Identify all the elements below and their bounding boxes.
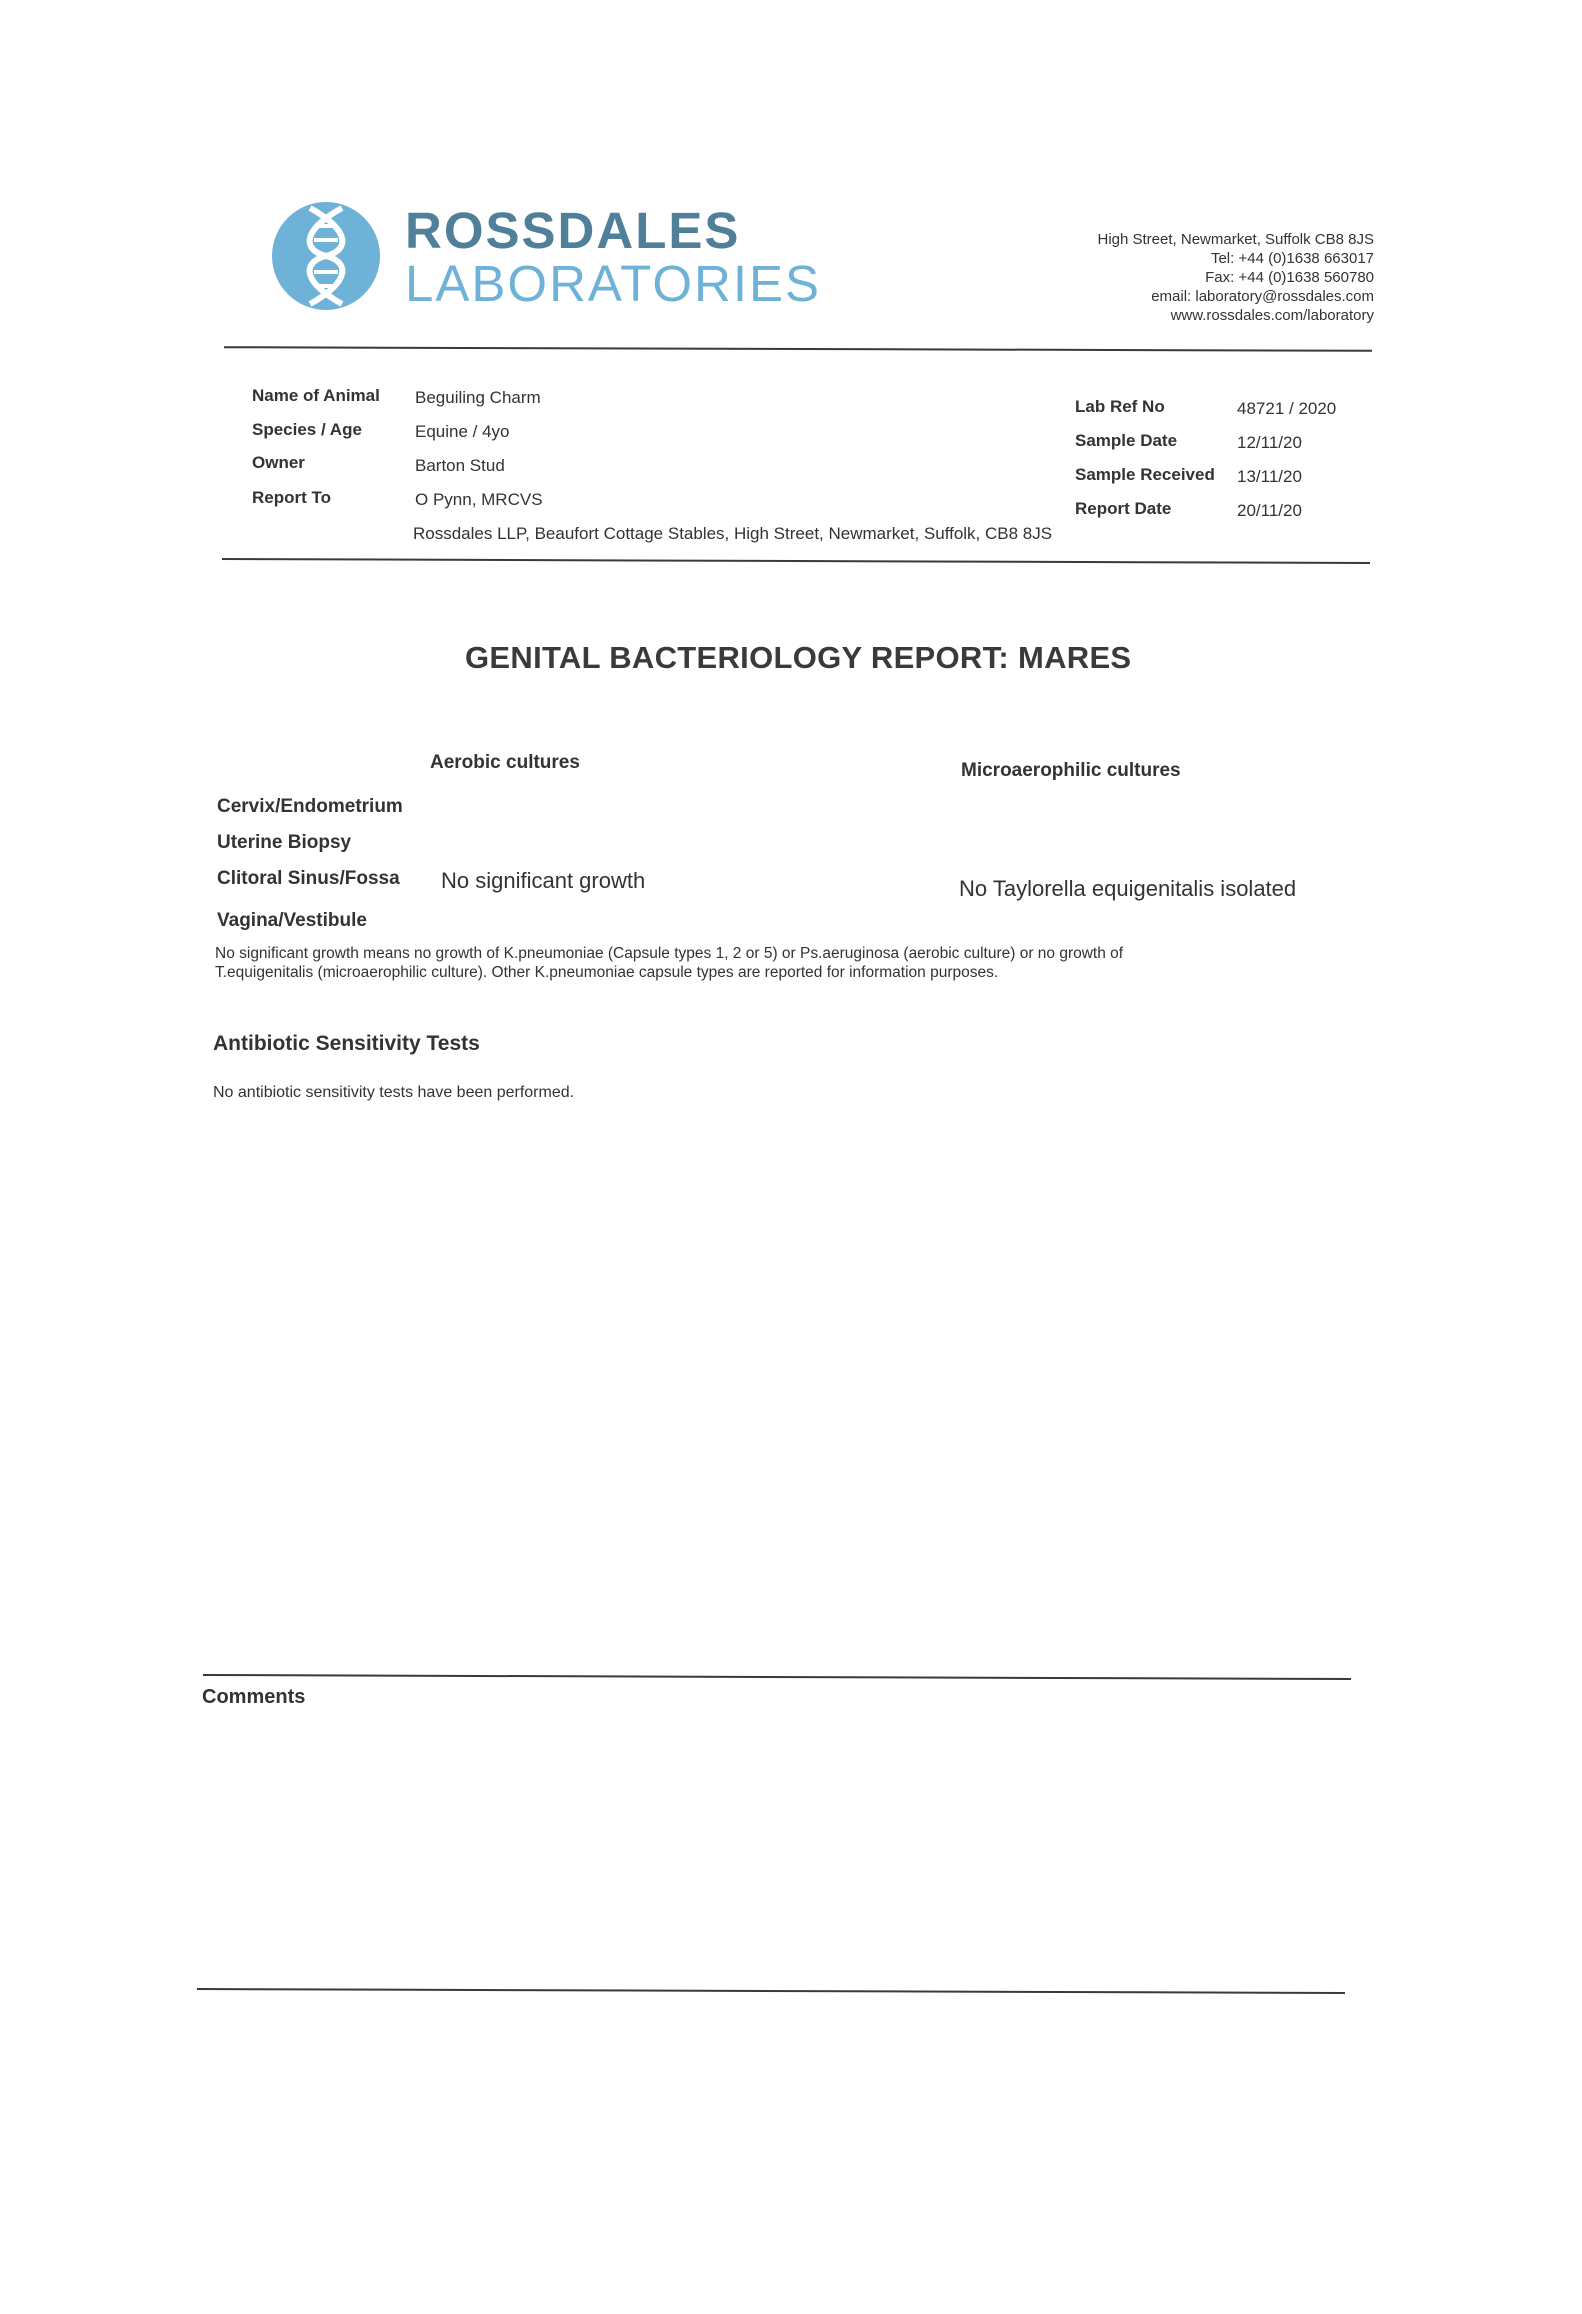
site-uterine-biopsy: Uterine Biopsy: [217, 832, 352, 853]
owner-value: Barton Stud: [415, 456, 505, 475]
sample-date-label: Sample Date: [1075, 431, 1178, 450]
contact-fax: Fax: +44 (0)1638 560780: [1205, 269, 1374, 286]
microaerophilic-heading: Microaerophilic cultures: [961, 760, 1181, 781]
report-date-label: Report Date: [1075, 499, 1172, 518]
name-label: Name of Animal: [252, 386, 380, 405]
logo-wordmark-rossdales: ROSSDALES: [405, 202, 741, 259]
contact-web: www.rossdales.com/laboratory: [1170, 307, 1374, 324]
microaerophilic-result: No Taylorella equigenitalis isolated: [959, 876, 1297, 901]
report-to-value: O Pynn, MRCVS: [415, 490, 543, 509]
lab-ref-label: Lab Ref No: [1075, 397, 1165, 416]
owner-label: Owner: [252, 453, 305, 472]
growth-note: [215, 944, 1295, 982]
contact-block: [1097, 230, 1374, 325]
species-label: Species / Age: [252, 420, 362, 439]
antibiotic-heading: Antibiotic Sensitivity Tests: [213, 1032, 480, 1055]
comments-heading: Comments: [202, 1686, 306, 1708]
sample-received-label: Sample Received: [1075, 465, 1215, 484]
site-clitoral-sinus-fossa: Clitoral Sinus/Fossa: [217, 868, 400, 889]
sample-date-value: 12/11/20: [1237, 433, 1302, 452]
report-to-label: Report To: [252, 488, 332, 507]
details-divider: [222, 558, 1370, 564]
sample-received-value: 13/11/20: [1237, 467, 1302, 486]
report-to-address: Rossdales LLP, Beaufort Cottage Stables, High Street, Newmarket, Suffolk, CB8 8JS: [413, 524, 1053, 543]
growth-note-line-2: T.equigenitalis (microaerophilic culture). Other K.pneumoniae capsule types are reported for information purposes.: [215, 964, 999, 981]
aerobic-result: No significant growth: [441, 868, 646, 893]
report-date-value: 20/11/20: [1237, 501, 1302, 520]
contact-address: High Street, Newmarket, Suffolk CB8 8JS: [1097, 231, 1374, 248]
logo-wordmark-laboratories: LABORATORIES: [405, 255, 822, 312]
contact-email: email: laboratory@rossdales.com: [1151, 288, 1374, 305]
aerobic-heading: Aerobic cultures: [430, 752, 580, 773]
site-vagina-vestibule: Vagina/Vestibule: [217, 910, 367, 931]
report-title: GENITAL BACTERIOLOGY REPORT: MARES: [465, 640, 1132, 675]
antibiotic-text: No antibiotic sensitivity tests have been performed.: [213, 1084, 575, 1101]
contact-tel: Tel: +44 (0)1638 663017: [1210, 250, 1374, 267]
site-cervix-endometrium: Cervix/Endometrium: [217, 796, 403, 817]
dna-helix-icon: [270, 200, 382, 312]
lab-ref-value: 48721 / 2020: [1237, 399, 1337, 418]
comments-top-divider: [203, 1674, 1351, 1680]
header-divider: [224, 346, 1372, 352]
comments-bottom-divider: [197, 1988, 1345, 1994]
growth-note-line-1: No significant growth means no growth of K.pneumoniae (Capsule types 1, 2 or 5) or Ps.aeruginosa (aerobic culture) or no growth of: [215, 945, 1124, 962]
animal-name: Beguiling Charm: [415, 388, 541, 407]
species-age: Equine / 4yo: [415, 422, 510, 441]
